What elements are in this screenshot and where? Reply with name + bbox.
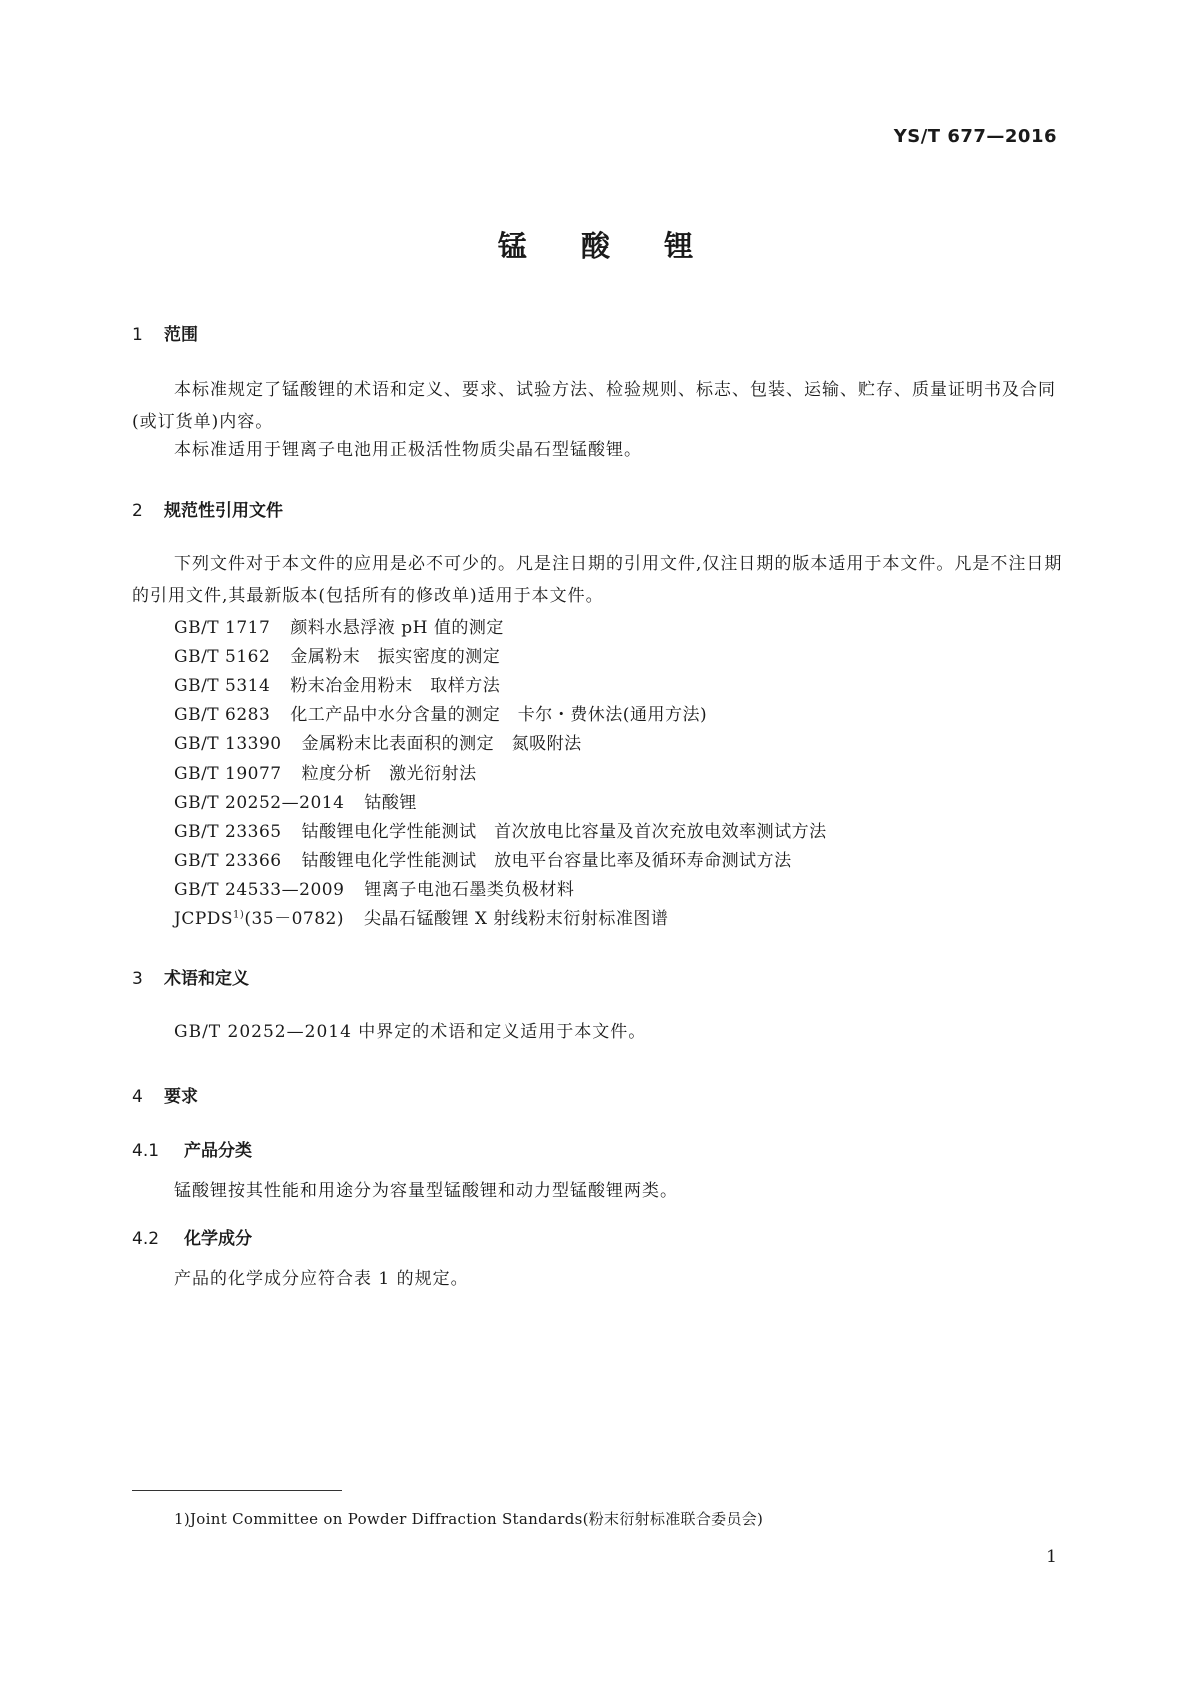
section-number: 4.1 (132, 1141, 160, 1161)
section-2-heading (132, 496, 283, 521)
section-4-1-paragraph: 锰酸锂按其性能和用途分为容量型锰酸锂和动力型锰酸锂两类。 (174, 1181, 678, 1201)
section-number: 1 (132, 325, 143, 345)
page-number: 1 (1046, 1547, 1057, 1567)
footnote-separator (132, 1490, 342, 1491)
reference-name: 钴酸锂电化学性能测试 首次放电比容量及首次充放电效率测试方法 (301, 822, 827, 842)
reference-item (174, 788, 417, 813)
reference-item-jcpds (174, 904, 668, 929)
section-2-intro: 下列文件对于本文件的应用是必不可少的。凡是注日期的引用文件,仅注日期的版本适用于本文件。凡是不注日期的引用文件,其最新版本(包括所有的修改单)适用于本文件。 (132, 554, 1063, 606)
jcpds-code: JCPDS (174, 909, 234, 929)
reference-item (174, 671, 500, 696)
reference-code: GB/T 13390 (174, 734, 282, 754)
reference-code (174, 904, 344, 929)
reference-item (174, 846, 792, 871)
reference-item (174, 700, 707, 725)
footnote-marker: 1) (233, 909, 245, 921)
document-number: YS/T 677—2016 (893, 126, 1057, 147)
section-number: 2 (132, 501, 143, 521)
reference-name: 粒度分析 激光衍射法 (301, 764, 477, 784)
section-number: 4 (132, 1087, 143, 1107)
section-3-paragraph: GB/T 20252—2014 中界定的术语和定义适用于本文件。 (174, 1022, 647, 1042)
reference-item (174, 759, 477, 784)
section-4-heading (132, 1082, 198, 1107)
reference-item (174, 613, 504, 638)
footnote: 1)Joint Committee on Powder Diffraction Standards(粉末衍射标准联合委员会) (174, 1510, 764, 1528)
section-4-2-paragraph: 产品的化学成分应符合表 1 的规定。 (174, 1269, 469, 1289)
reference-code: GB/T 5314 (174, 676, 271, 696)
section-3-heading (132, 964, 249, 989)
reference-code: GB/T 6283 (174, 705, 271, 725)
jcpds-number: (35－0782) (244, 909, 344, 929)
section-title: 术语和定义 (164, 969, 249, 989)
reference-name: 颜料水悬浮液 pH 值的测定 (290, 618, 504, 638)
reference-name: 锂离子电池石墨类负极材料 (364, 880, 575, 900)
reference-name: 粉末冶金用粉末 取样方法 (290, 676, 501, 696)
reference-code: GB/T 23366 (174, 851, 282, 871)
section-1-paragraph-2: 本标准适用于锂离子电池用正极活性物质尖晶石型锰酸锂。 (174, 440, 642, 460)
document-title: 锰 酸 锂 (497, 229, 716, 263)
section-number: 4.2 (132, 1229, 160, 1249)
reference-item (174, 875, 574, 900)
reference-name: 钴酸锂电化学性能测试 放电平台容量比率及循环寿命测试方法 (301, 851, 792, 871)
reference-code: GB/T 5162 (174, 647, 271, 667)
reference-name: 化工产品中水分含量的测定 卡尔・费休法(通用方法) (290, 705, 708, 725)
section-title: 要求 (164, 1087, 198, 1107)
reference-code: GB/T 23365 (174, 822, 282, 842)
section-1-heading (132, 320, 198, 345)
reference-item (174, 729, 582, 754)
reference-code: GB/T 24533—2009 (174, 880, 345, 900)
section-4-1-heading (132, 1136, 252, 1161)
reference-code: GB/T 19077 (174, 764, 282, 784)
reference-name: 钴酸锂 (364, 793, 417, 813)
reference-item (174, 642, 500, 667)
section-1-paragraph-1: 本标准规定了锰酸锂的术语和定义、要求、试验方法、检验规则、标志、包装、运输、贮存、质量证明书及合同(或订货单)内容。 (132, 380, 1056, 432)
section-title: 规范性引用文件 (164, 501, 283, 521)
reference-name: 金属粉末 振实密度的测定 (290, 647, 501, 667)
section-title: 范围 (164, 325, 198, 345)
reference-name: 金属粉末比表面积的测定 氮吸附法 (301, 734, 582, 754)
reference-item (174, 817, 827, 842)
reference-name: 尖晶石锰酸锂 X 射线粉末衍射标准图谱 (363, 909, 669, 929)
section-title: 化学成分 (184, 1229, 252, 1249)
section-4-2-heading (132, 1224, 252, 1249)
section-number: 3 (132, 969, 143, 989)
reference-code: GB/T 1717 (174, 618, 271, 638)
section-title: 产品分类 (184, 1141, 252, 1161)
reference-code: GB/T 20252—2014 (174, 793, 345, 813)
